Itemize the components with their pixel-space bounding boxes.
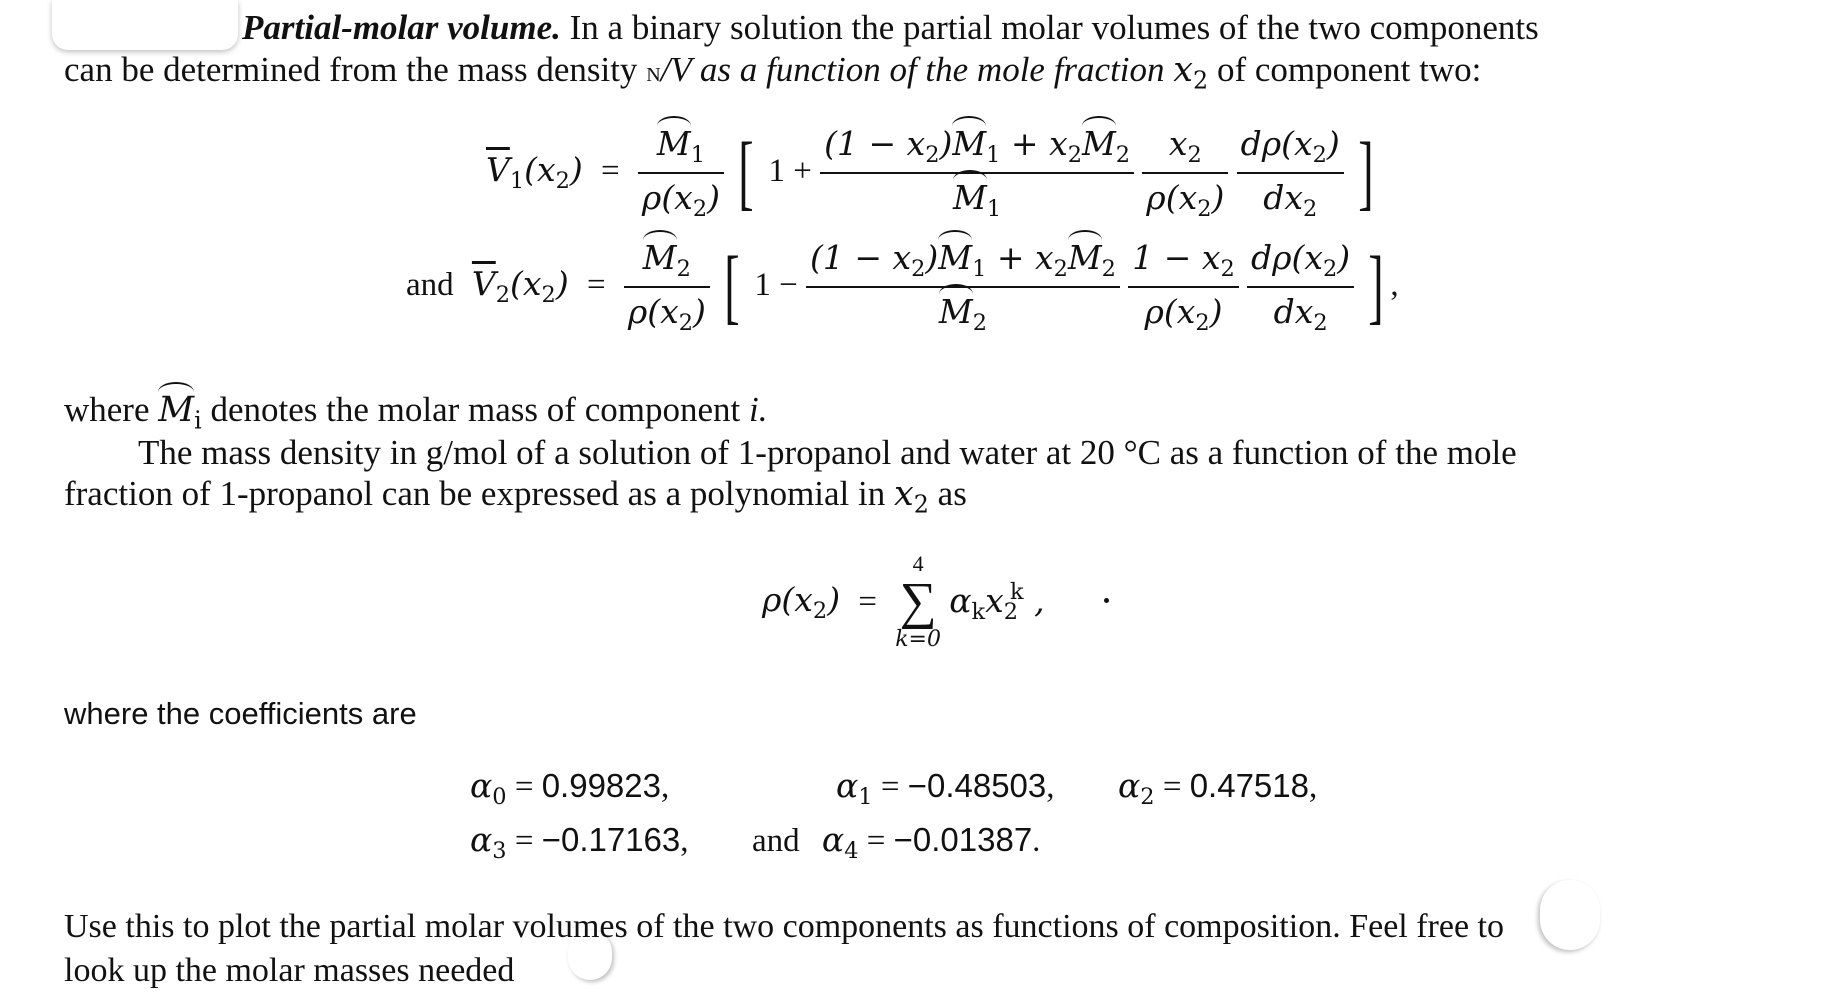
where-mi-text-b: denotes the molar mass of component: [210, 390, 741, 429]
density-line-1: The mass density in g/mol of a solution of 1-propanol and water at 20 °C as a function of the mole: [138, 433, 1517, 472]
closing-paragraph: [64, 905, 1764, 993]
v1-right-bracket: ]: [1358, 126, 1374, 220]
v1-lhs: $\overline{V}$: [486, 149, 510, 189]
intro-line-2-text-a: can be determined from the mass density: [64, 50, 638, 89]
coef-a1: $\alpha_1 = -0.48503$,: [836, 766, 1055, 811]
equation-v2: and $\overline{V}_2(x_2)$ = $\frac{M_2}{\rho(x_2)}$ [ 1 − $\frac{(1 - x_2)M_1 + x_2M_2}{M_2}$ $\frac{1 - x_2}{\rho(x_2)}$ $\frac{d\rho(x_2)}{dx_2}$ ] ,: [406, 238, 1399, 337]
v2-left-bracket: [: [724, 240, 740, 334]
intro-line-2-text-c: of component two:: [1216, 50, 1482, 89]
v1-mass-fraction: $\frac{(1 - x_2)M_1 + x_2M_2}{M_1}$: [820, 124, 1134, 222]
closing-line-1: Use this to plot the partial molar volumes of the two components as functions of composition. Feel free to: [64, 908, 1505, 945]
coef-a2: $\alpha_2 = 0.47518$,: [1118, 766, 1318, 811]
density-symbol: N: [646, 64, 661, 86]
where-mi-text-a: where: [64, 390, 150, 429]
sigma-symbol: ∑: [899, 573, 937, 630]
v2-trailing-comma: ,: [1390, 266, 1399, 303]
section-title: Partial-molar volume.: [242, 8, 561, 47]
x2-symbol: $x_2$: [1173, 50, 1209, 95]
density-line-2: [64, 474, 967, 525]
v1-left-bracket: [: [738, 126, 754, 220]
sum-lhs: $\rho(x_2)$: [762, 579, 841, 625]
stray-dot: [1104, 598, 1109, 603]
sum-term: $\alpha_kx_2^k$ ,: [949, 579, 1045, 625]
coef-a4: and $\alpha_4 = -0.01387$.: [752, 820, 1041, 865]
where-mi-text-i: i.: [748, 390, 768, 429]
coef-a4-value: −0.01387: [893, 821, 1033, 858]
v2-prefactor: $\frac{M_2}{\rho(x_2)}$: [624, 238, 710, 336]
sum-equation: $\rho(x_2)$ = 4 ∑ k=0 $\alpha_kx_2^k$ ,: [762, 551, 1045, 652]
v1-x2-over-rho: $\frac{x_2}{\rho(x_2)}$: [1142, 124, 1228, 222]
v2-one-minus: 1 −: [754, 266, 798, 303]
coef-and-label: and: [752, 823, 800, 859]
density-line-2-text: fraction of 1-propanol can be expressed as a polynomial in: [64, 474, 886, 513]
coef-a1-value: −0.48503: [907, 767, 1047, 804]
intro-line-1: [242, 8, 1539, 48]
equation-v1: $\overline{V}_1(x_2)$ = $\frac{M_1}{\rho(x_2)}$ [ 1 + $\frac{(1 - x_2)M_1 + x_2M_2}{M_1}$ $\frac{x_2}{\rho(x_2)}$ $\frac{d\rho(x_2)}{dx_2}$ ]: [486, 124, 1374, 223]
coef-a0: $\alpha_0 = 0.99823$,: [470, 766, 670, 811]
intro-line-1-text: In a binary solution the partial molar volumes of the two components: [569, 8, 1539, 47]
sum-lower-limit: k=0: [895, 627, 941, 652]
coefficients-intro-text: where the coefficients are: [64, 696, 417, 731]
v2-derivative: $\frac{d\rho(x_2)}{dx_2}$: [1247, 238, 1354, 336]
intro-line-2-text-b: /V as a function of the mole fraction: [660, 50, 1165, 89]
v1-derivative: $\frac{d\rho(x_2)}{dx_2}$: [1237, 124, 1344, 222]
coef-a2-value: 0.47518: [1189, 767, 1309, 804]
v2-right-bracket: ]: [1368, 240, 1385, 334]
mi-symbol: $M_i$: [158, 390, 202, 435]
and-label: and: [406, 266, 454, 303]
coefficients-intro-wrap: [64, 696, 417, 732]
v2-mass-fraction: $\frac{(1 - x_2)M_1 + x_2M_2}{M_2}$: [806, 238, 1120, 336]
coef-a0-value: 0.99823: [541, 767, 661, 804]
sum-upper-limit: 4: [912, 551, 924, 576]
overlay-blob-top-left: [52, 0, 238, 50]
v2-lhs: $\overline{V}$: [471, 263, 496, 303]
x2-symbol-2: $x_2$: [894, 474, 929, 519]
sum-operator: [895, 552, 941, 652]
coef-a3: $\alpha_3 = -0.17163$,: [470, 820, 689, 865]
v1-prefactor: $\frac{M_1}{\rho(x_2)}$: [638, 124, 724, 222]
coef-a3-value: −0.17163: [541, 821, 681, 858]
v1-one-plus: 1 +: [768, 152, 812, 189]
v2-one-minus-x2-over-rho: $\frac{1 - x_2}{\rho(x_2)}$: [1128, 238, 1239, 336]
intro-line-2: [64, 50, 1481, 101]
closing-line-2: look up the molar masses needed: [64, 952, 515, 989]
density-line-2-as: as: [937, 474, 967, 513]
